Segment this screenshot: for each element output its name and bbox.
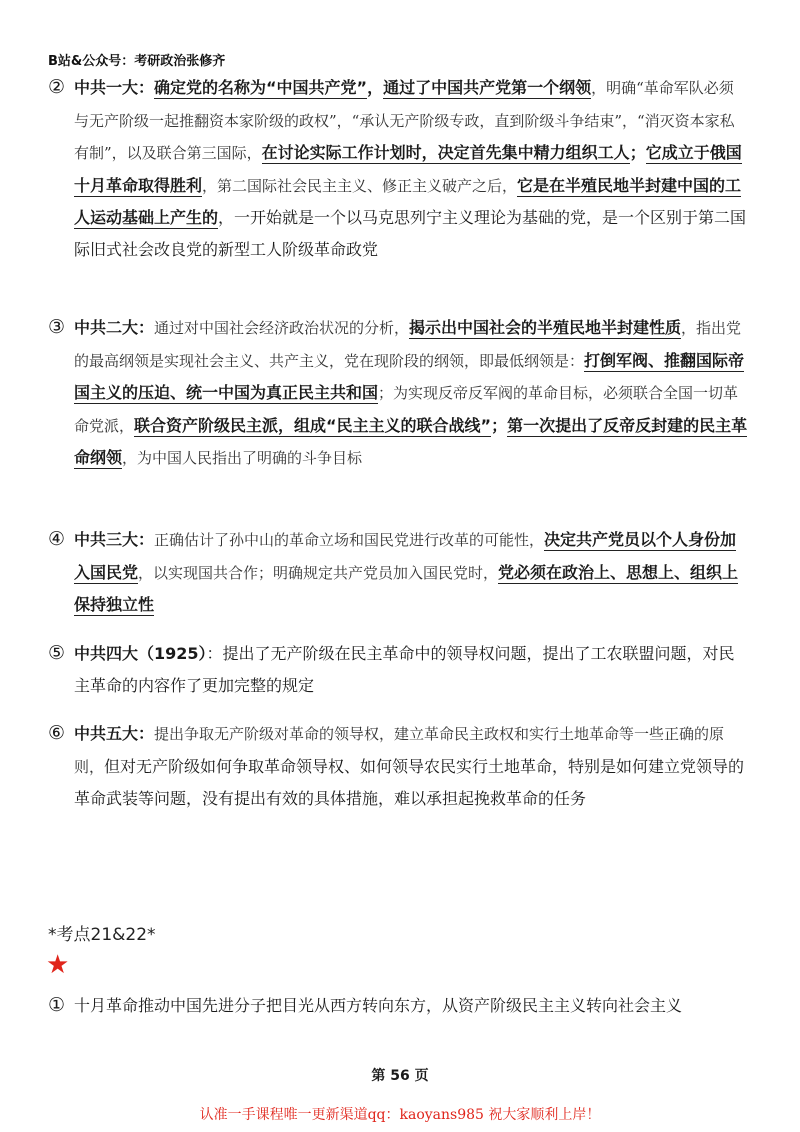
section-number: ① [48, 994, 66, 1016]
page-number: 第 56 页 [371, 1068, 429, 1084]
underlined-key-point: 通过了中国共产党第一个纲领 [383, 78, 592, 97]
text-span: 通过对中国社会经济政治状况的分析， [154, 319, 410, 337]
underlined-key-point: 确定党的名称为“中国共产党” [154, 78, 368, 97]
section-number: ⑥ [48, 722, 66, 744]
section-number: ③ [48, 316, 66, 338]
underlined-key-point: 它成立于俄国十月革命取得胜利 [74, 143, 742, 195]
section-heading: ； [629, 143, 646, 162]
text-span: ；为实现反帝反军阀的革命目标，必须联合全国一切革命党派， [74, 384, 739, 435]
section-text [74, 72, 748, 265]
section-heading: 中共三大： [74, 530, 155, 549]
section-text [74, 638, 748, 701]
section-october-revolution [48, 990, 748, 1022]
section-heading: ； [491, 415, 508, 435]
text-span: ，第二国际社会民主主义、修正主义破产之后， [202, 176, 518, 195]
text-span: ，以实现国共合作；明确规定共产党员加入国民党时， [138, 563, 499, 582]
underlined-key-point: 党必须在政治上、思想上、组织上保持独立性 [74, 562, 739, 614]
underlined-key-point: 联合资产阶级民主派，组成“民主主义的联合战线” [134, 415, 492, 435]
section-number: ② [48, 76, 66, 98]
section-congress-1 [48, 72, 748, 265]
section-text [74, 312, 748, 475]
section-heading: ， [367, 78, 384, 97]
text-span: ，一开始就是一个以马克思列宁主义理论为基础的党，是一个区别于第二国际旧式社会改良党的新型工人阶级革命政党 [74, 208, 747, 259]
section-number: ⑤ [48, 642, 66, 664]
section-heading: 中共一大： [74, 78, 155, 97]
section-congress-3 [48, 524, 748, 621]
text-span: ：提出了无产阶级在民主革命中的领导权问题，提出了工农联盟问题，对民主革命的内容作了更加完整的规定 [74, 644, 735, 695]
section-heading: 中共五大： [74, 724, 155, 743]
section-heading: 中共四大（1925） [74, 644, 207, 663]
section-congress-5 [48, 718, 748, 815]
text-span: 十月革命推动中国先进分子把目光从西方转向东方，从资产阶级民主主义转向社会主义 [74, 996, 683, 1015]
text-span: 但对无产阶级如何争取革命领导权、如何领导农民实行土地革命，特别是如何建立党领导的革命武装等问题，没有提出有效的具体措施，难以承担起挽救革命的任务 [74, 756, 745, 808]
text-span: 正确估计了孙中山的革命立场和国民党进行改革的可能性， [154, 531, 545, 549]
text-span: ，明确“革命军队必须与无产阶级一起推翻资本家阶级的政权”，“承认无产阶级专政，直到阶级斗争结束”，“消灭资本家私有制”，以及联合第三国际， [74, 79, 735, 162]
underlined-key-point: 在讨论实际工作计划时，决定首先集中精力组织工人 [261, 143, 630, 162]
red-star-icon: ★ [46, 950, 70, 980]
underlined-key-point: 它是在半殖民地半封建中国的工人运动基础上产生的 [74, 175, 742, 227]
text-span: 提出争取无产阶级对革命的领导权，建立革命民主政权和实行土地革命等一些正确的原则， [74, 725, 725, 776]
footer-notice: 认准一手课程唯一更新渠道qq：kaoyans985 祝大家顺利上岸！ [199, 1107, 601, 1123]
exam-point-label: *考点21&22* [48, 925, 156, 945]
section-congress-2 [48, 312, 748, 475]
section-text [74, 524, 748, 621]
section-text [74, 718, 748, 815]
text-span: ，指出党的最高纲领是实现社会主义、共产主义，党在现阶段的纲领，即最低纲领是： [74, 319, 742, 370]
section-text [74, 990, 748, 1022]
header-channel: B站&公众号：考研政治张修齐 [48, 54, 226, 69]
underlined-key-point: 打倒军阀、推翻国际帝国主义的压迫、统一中国为真正民主共和国 [74, 350, 745, 402]
underlined-key-point: 第一次提出了反帝反封建的民主革命纲领 [74, 415, 748, 467]
section-heading: 中共二大： [74, 318, 155, 337]
underlined-key-point: 揭示出中国社会的半殖民地半封建性质 [409, 318, 682, 337]
section-number: ④ [48, 528, 66, 550]
text-span: ，为中国人民指出了明确的斗争目标 [122, 449, 363, 467]
underlined-key-point: 决定共产党员以个人身份加入国民党 [74, 530, 737, 582]
section-congress-4 [48, 638, 748, 701]
